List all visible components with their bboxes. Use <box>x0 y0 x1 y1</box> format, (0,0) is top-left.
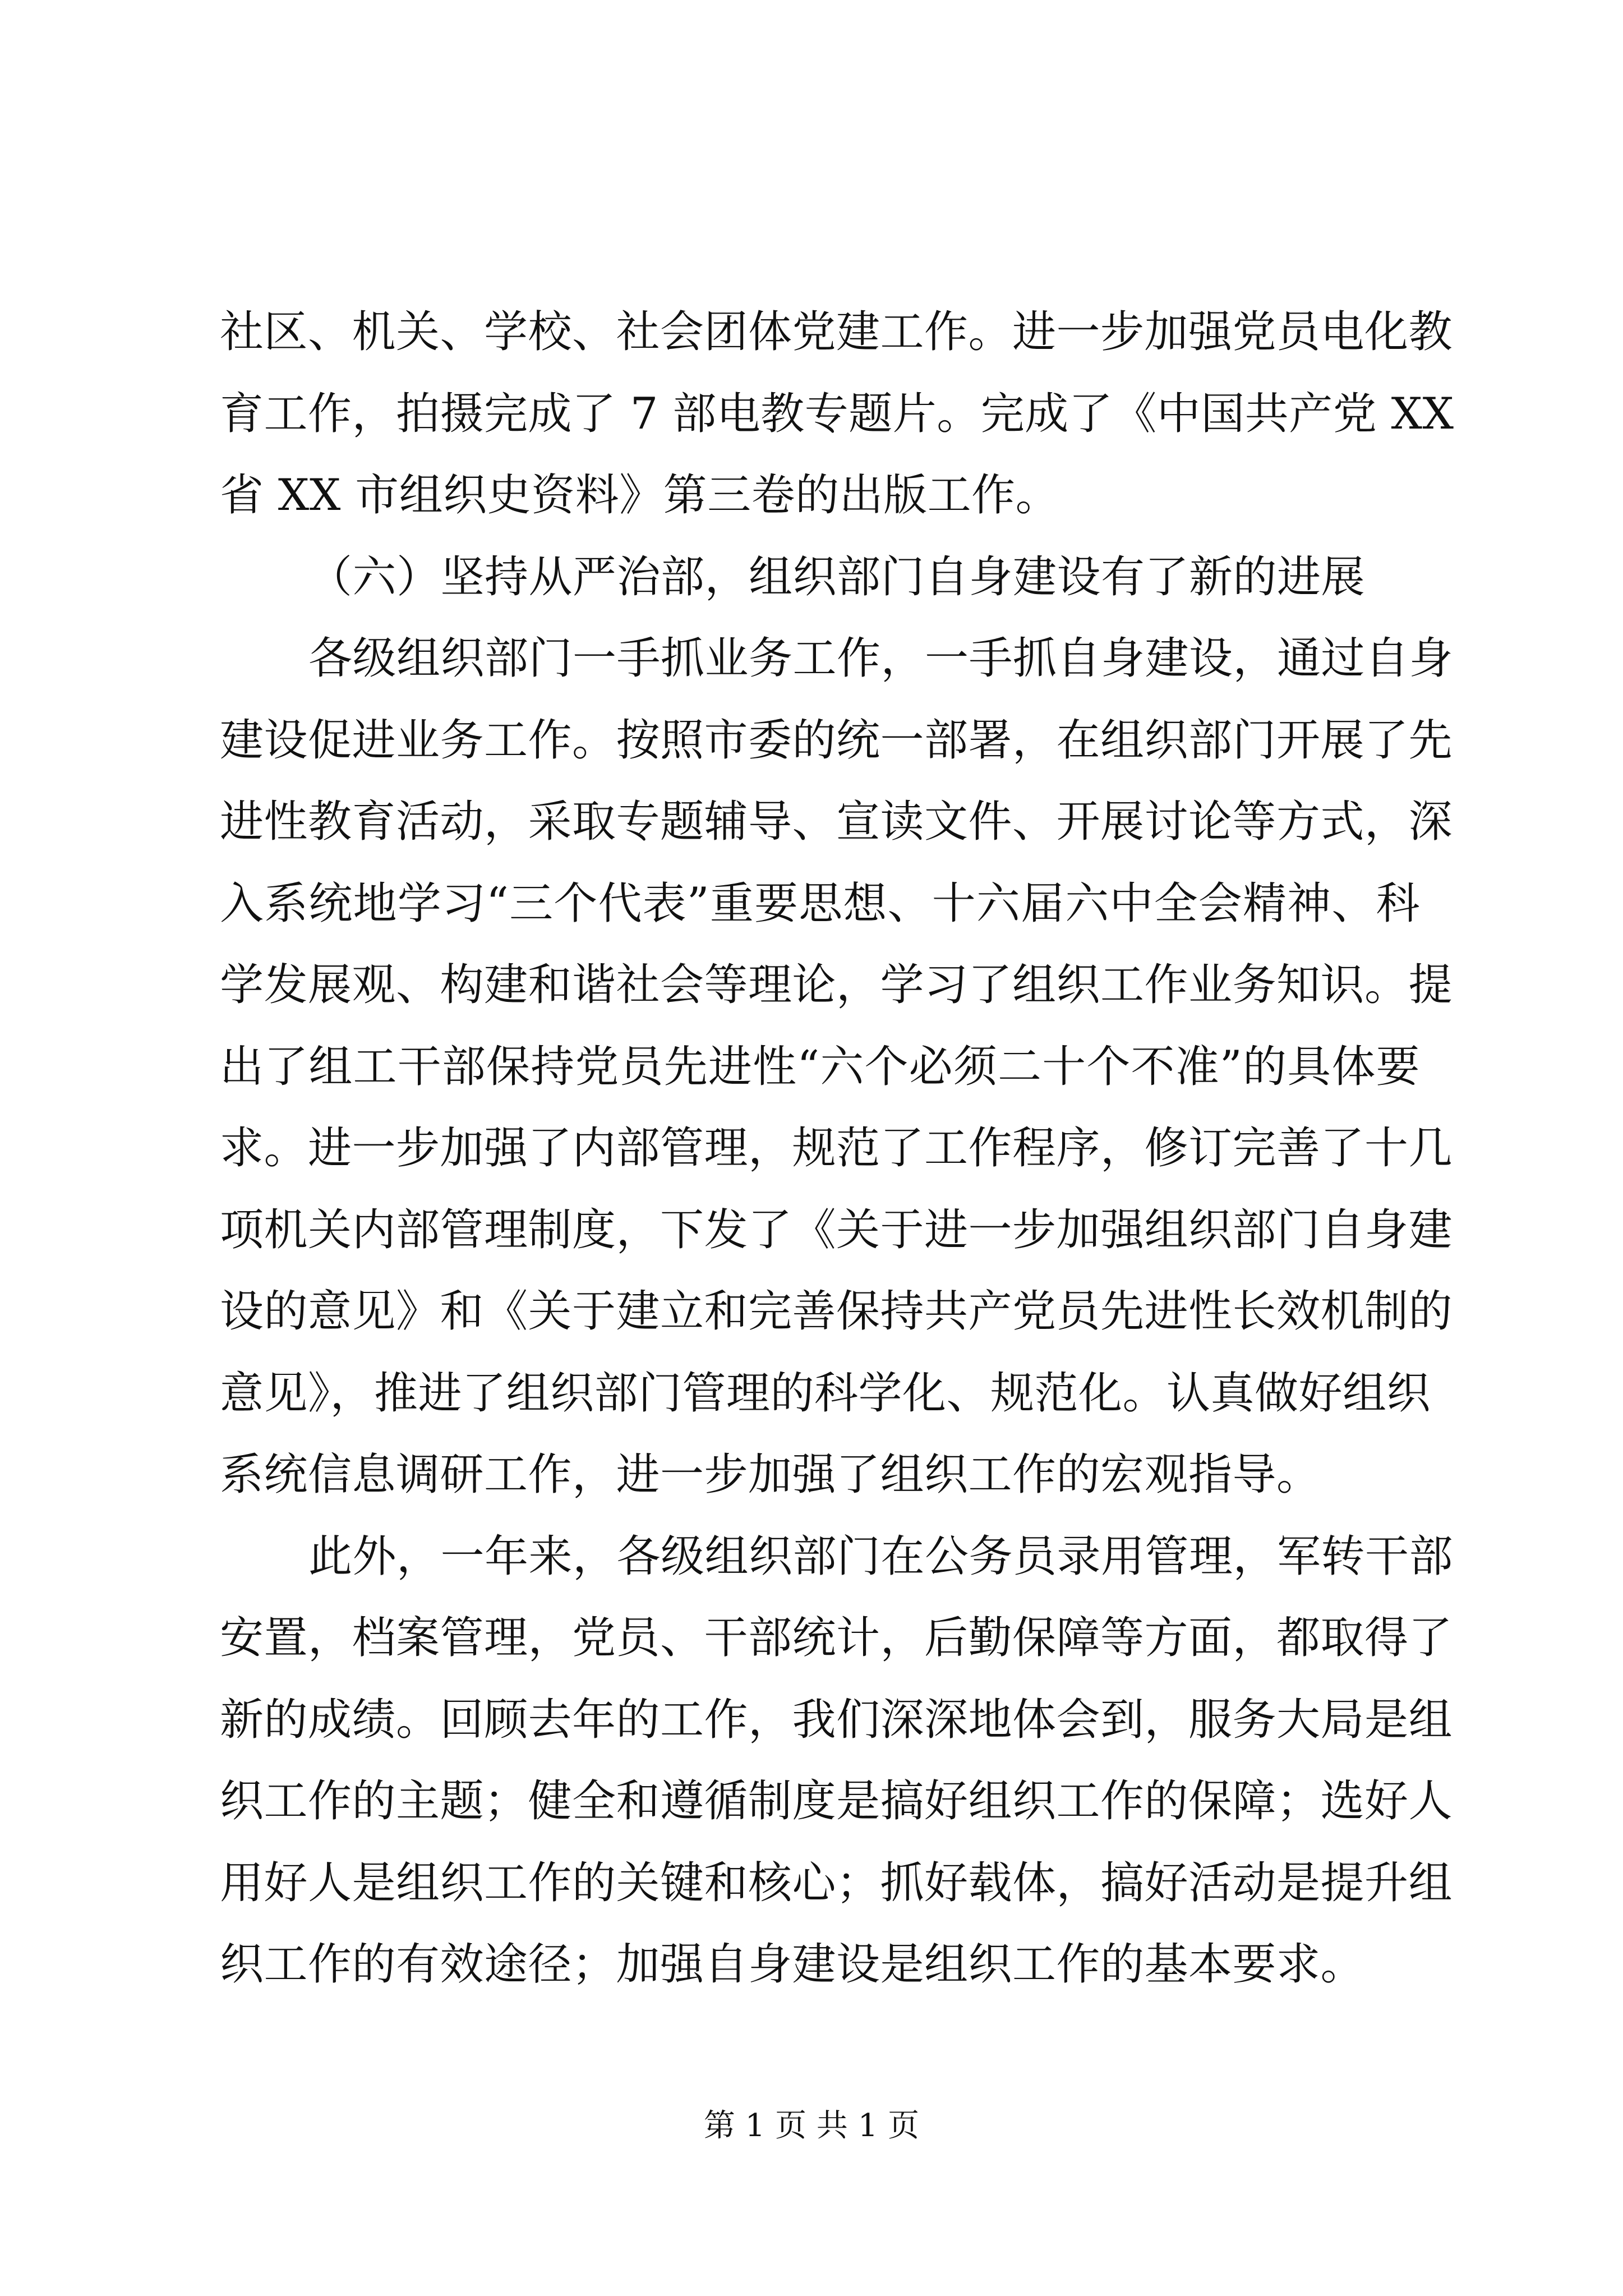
page-number-label: 第 1 页 共 1 页 <box>703 2108 920 2144</box>
text-line: 建设促进业务工作。按照市委的统一部署，在组织部门开展了先 <box>220 715 1453 766</box>
text-line: 省 XX 市组织史资料》第三卷的出版工作。 <box>220 470 1060 521</box>
text-line: 出了组工干部保持党员先进性“六个必须二十个不准”的具体要 <box>220 1041 1420 1092</box>
paragraph-continuation <box>220 292 1454 537</box>
text-line: 育工作，拍摄完成了 7 部电教专题片。完成了《中国共产党 XX <box>220 388 1454 439</box>
text-line: 织工作的有效途径；加强自身建设是组织工作的基本要求。 <box>220 1939 1365 1990</box>
page-footer <box>0 2106 1623 2146</box>
text-line: 安置，档案管理，党员、干部统计，后勤保障等方面，都取得了 <box>220 1613 1453 1663</box>
text-line: 用好人是组织工作的关键和核心；抓好载体，搞好活动是提升组 <box>220 1857 1453 1908</box>
text-line: 入系统地学习“三个代表”重要思想、十六届六中全会精神、科 <box>220 878 1420 929</box>
document-body <box>220 292 1454 2006</box>
text-line: 意见》，推进了组织部门管理的科学化、规范化。认真做好组织 <box>220 1368 1431 1419</box>
text-line: 设的意见》和《关于建立和完善保持共产党员先进性长效机制的 <box>220 1286 1453 1337</box>
text-line: 学发展观、构建和谐社会等理论，学习了组织工作业务知识。提 <box>220 960 1453 1010</box>
text-line: 系统信息调研工作，进一步加强了组织工作的宏观指导。 <box>220 1450 1321 1500</box>
section-heading-text: （六）坚持从严治部，组织部门自身建设有了新的进展 <box>308 551 1366 602</box>
section-heading <box>220 537 1420 619</box>
paragraph-summary <box>220 1516 1454 2006</box>
text-line: 织工作的主题；健全和遵循制度是搞好组织工作的保障；选好人 <box>220 1776 1453 1826</box>
text-line: 各级组织部门一手抓业务工作，一手抓自身建设，通过自身 <box>308 633 1454 684</box>
text-line: 社区、机关、学校、社会团体党建工作。进一步加强党员电化教 <box>220 307 1453 357</box>
text-line: 此外，一年来，各级组织部门在公务员录用管理，军转干部 <box>308 1531 1454 1582</box>
text-line: 新的成绩。回顾去年的工作，我们深深地体会到，服务大局是组 <box>220 1694 1453 1745</box>
text-line: 项机关内部管理制度，下发了《关于进一步加强组织部门自身建 <box>220 1204 1453 1255</box>
paragraph-self-building <box>220 618 1454 1516</box>
text-line: 进性教育活动，采取专题辅导、宣读文件、开展讨论等方式，深 <box>220 797 1453 847</box>
text-line: 求。进一步加强了内部管理，规范了工作程序，修订完善了十几 <box>220 1123 1453 1174</box>
